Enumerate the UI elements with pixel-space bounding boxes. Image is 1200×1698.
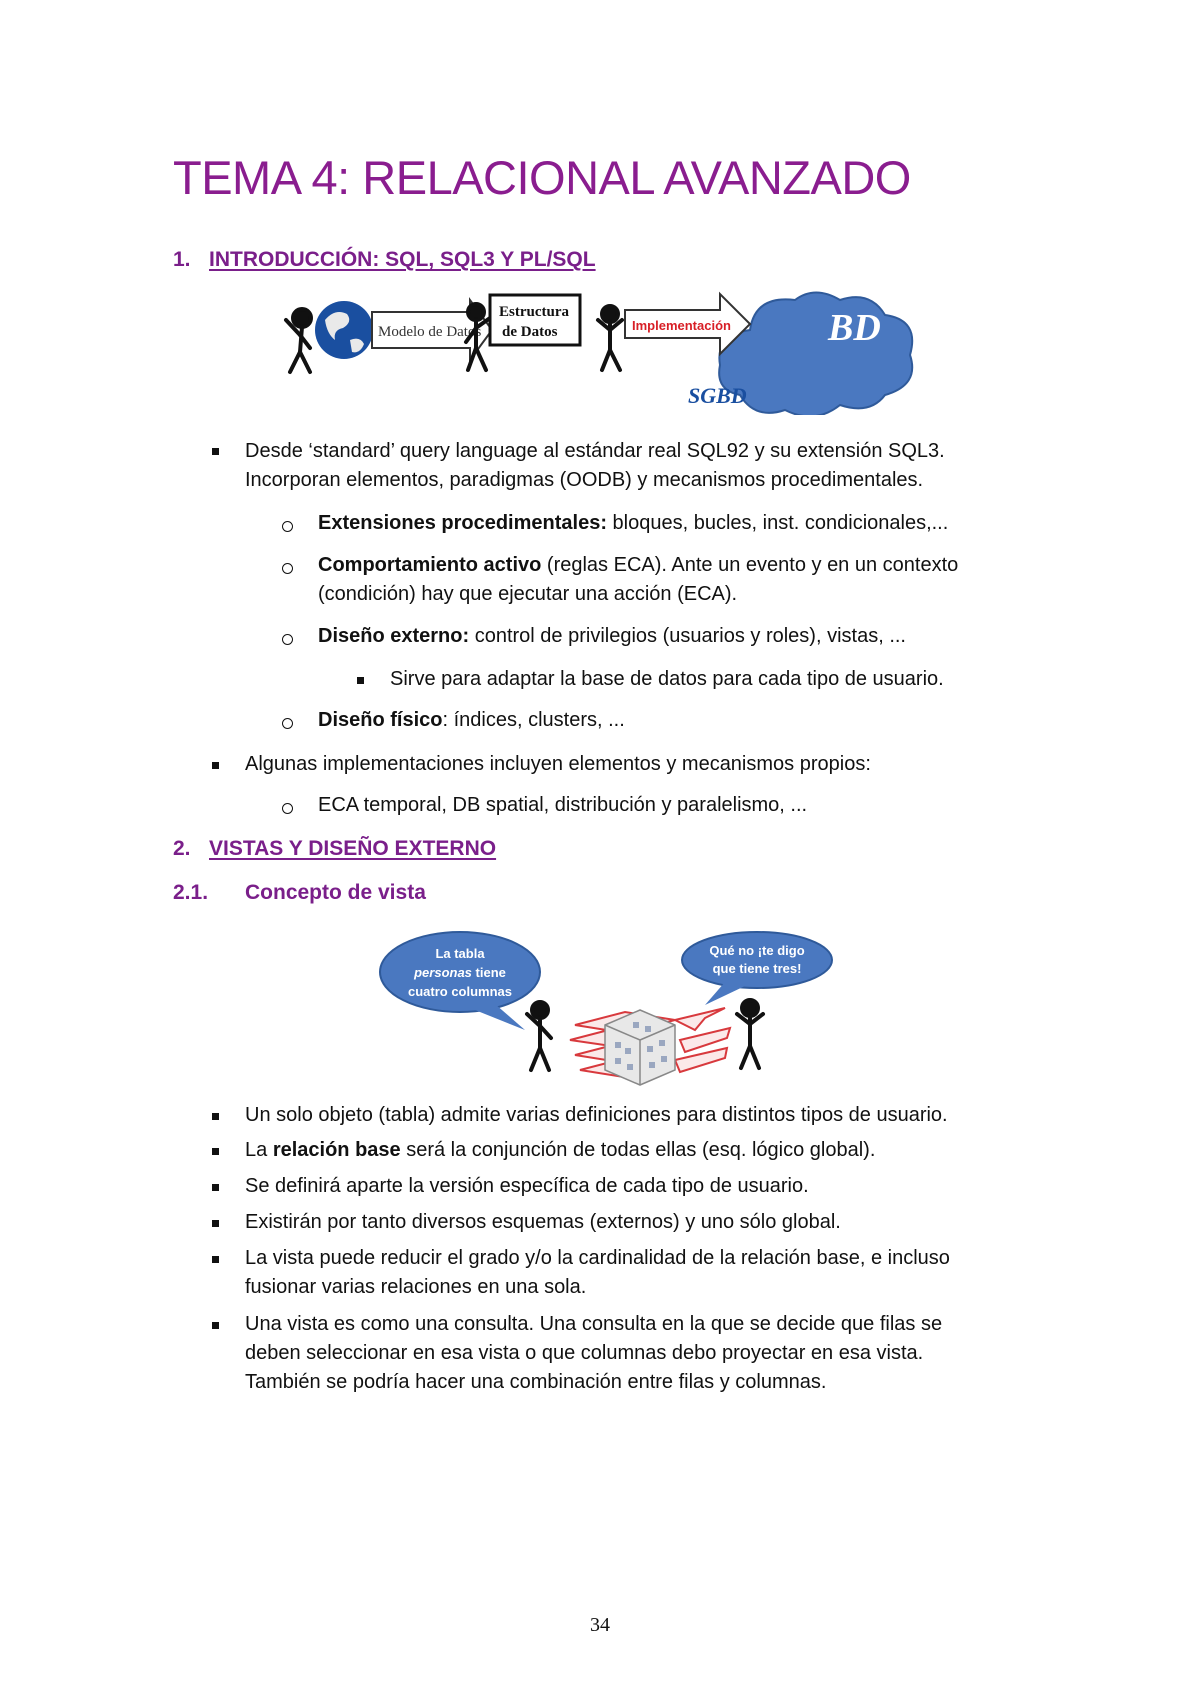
bullet-square (212, 1256, 219, 1263)
intro-sub-3 (318, 622, 906, 651)
bubble2-line2: que tiene tres! (712, 961, 802, 976)
bubble1-line3: cuatro columnas (407, 984, 513, 999)
stick-figure-icon (598, 306, 622, 370)
intro-sub-1 (318, 509, 948, 538)
speech-bubble-left (380, 932, 540, 1030)
intro-sub-3-sub: Sirve para adaptar la base de datos para cada tipo de usuario. (390, 668, 944, 690)
estructura-line1: Estructura (499, 304, 569, 320)
globe-icon (315, 301, 373, 359)
vista-bullet-4: Existirán por tanto diversos esquemas (externos) y uno sólo global. (245, 1211, 841, 1233)
intro-bullet-1-line1: Desde ‘standard’ query language al estándar real SQL92 y su extensión SQL3. (245, 440, 945, 462)
bullet-square (357, 677, 364, 684)
estructura-line2: de Datos (502, 324, 558, 340)
bullet-square (212, 1322, 219, 1329)
intro-sub-2-line2: (condición) hay que ejecutar una acción (ECA). (318, 583, 738, 605)
b2-pre: La (245, 1139, 273, 1161)
page-number: 34 (590, 1614, 610, 1636)
vista-bullet-6-line1: Una vista es como una consulta. Una consulta en la que se decide que filas se (245, 1313, 943, 1335)
bullet-circle (282, 634, 293, 645)
sub-text: : índices, clusters, ... (442, 709, 625, 731)
data-cube-icon (605, 1010, 675, 1085)
intro-sub-2 (318, 551, 958, 580)
bubble1-italic: personas (414, 965, 472, 980)
stick-figure-icon (527, 1002, 551, 1070)
intro-bullet-2-sub: ECA temporal, DB spatial, distribución y paralelismo, ... (318, 794, 808, 816)
section-title: Concepto de vista (245, 881, 426, 904)
sub-bold: Diseño físico (318, 709, 443, 731)
vista-bullet-5-line1: La vista puede reducir el grado y/o la cardinalidad de la relación base, e incluso (245, 1247, 950, 1269)
bd-label: BD (828, 307, 881, 349)
sub-text: control de privilegios (usuarios y roles), vistas, ... (469, 625, 906, 647)
bubble1-rest: tiene (471, 965, 506, 980)
bubble2-line1: Qué no ¡te digo (709, 943, 805, 958)
bullet-square (212, 1148, 219, 1155)
bullet-square (212, 1113, 219, 1120)
bullet-circle (282, 563, 293, 574)
stick-figure-icon (286, 309, 311, 372)
sub-bold: Diseño externo: (318, 625, 470, 647)
page-title: TEMA 4: RELACIONAL AVANZADO (173, 151, 911, 204)
sub-bold: Comportamiento activo (318, 554, 542, 576)
cloud-icon (719, 293, 912, 416)
section-1-heading (173, 248, 596, 272)
bullet-square (212, 1220, 219, 1227)
bullet-circle (282, 803, 293, 814)
bullet-circle (282, 521, 293, 532)
section-title: VISTAS Y DISEÑO EXTERNO (209, 837, 497, 860)
section-number: 1. (173, 248, 191, 271)
data-model-diagram (280, 290, 940, 415)
vista-bullet-2 (245, 1136, 875, 1165)
sub-text: bloques, bucles, inst. condicionales,... (606, 512, 949, 534)
sub-text: (reglas ECA). Ante un evento y en un contexto (541, 554, 959, 576)
bullet-square (212, 448, 219, 455)
bullet-square (212, 762, 219, 769)
vista-bullet-6-line2: deben seleccionar en esa vista o que columnas debo proyectar en esa vista. (245, 1342, 924, 1364)
view-concept-illustration (375, 930, 845, 1090)
intro-sub-4 (318, 706, 625, 735)
sgbd-label: SGBD (688, 383, 747, 408)
section-2-1-heading (173, 881, 426, 905)
modelo-label: Modelo de Datos (378, 324, 482, 340)
section-2-heading (173, 837, 496, 861)
bubble1-line1: La tabla (435, 946, 485, 961)
vista-bullet-6-line3: También se podría hacer una combinación entre filas y columnas. (245, 1371, 827, 1393)
section-title: INTRODUCCIÓN: SQL, SQL3 Y PL/SQL (209, 248, 596, 271)
b2-bold: relación base (272, 1139, 401, 1161)
section-number: 2.1. (173, 881, 209, 904)
implementacion-label: Implementación (632, 318, 731, 333)
intro-bullet-2: Algunas implementaciones incluyen elementos y mecanismos propios: (245, 753, 871, 775)
speech-bubble-right (682, 932, 832, 1005)
vista-bullet-3: Se definirá aparte la versión específica de cada tipo de usuario. (245, 1175, 809, 1197)
intro-bullet-1-line2: Incorporan elementos, paradigmas (OODB) y mecanismos procedimentales. (245, 469, 924, 491)
bullet-circle (282, 718, 293, 729)
b2-post: será la conjunción de todas ellas (esq. lógico global). (400, 1139, 876, 1161)
vista-bullet-5-line2: fusionar varias relaciones en una sola. (245, 1276, 587, 1298)
sub-bold: Extensiones procedimentales: (318, 512, 607, 534)
bullet-square (212, 1184, 219, 1191)
bubble1-line2 (413, 965, 506, 980)
stick-figure-icon (737, 1000, 763, 1068)
section-number: 2. (173, 837, 191, 860)
vista-bullet-1: Un solo objeto (tabla) admite varias definiciones para distintos tipos de usuario. (245, 1104, 948, 1126)
